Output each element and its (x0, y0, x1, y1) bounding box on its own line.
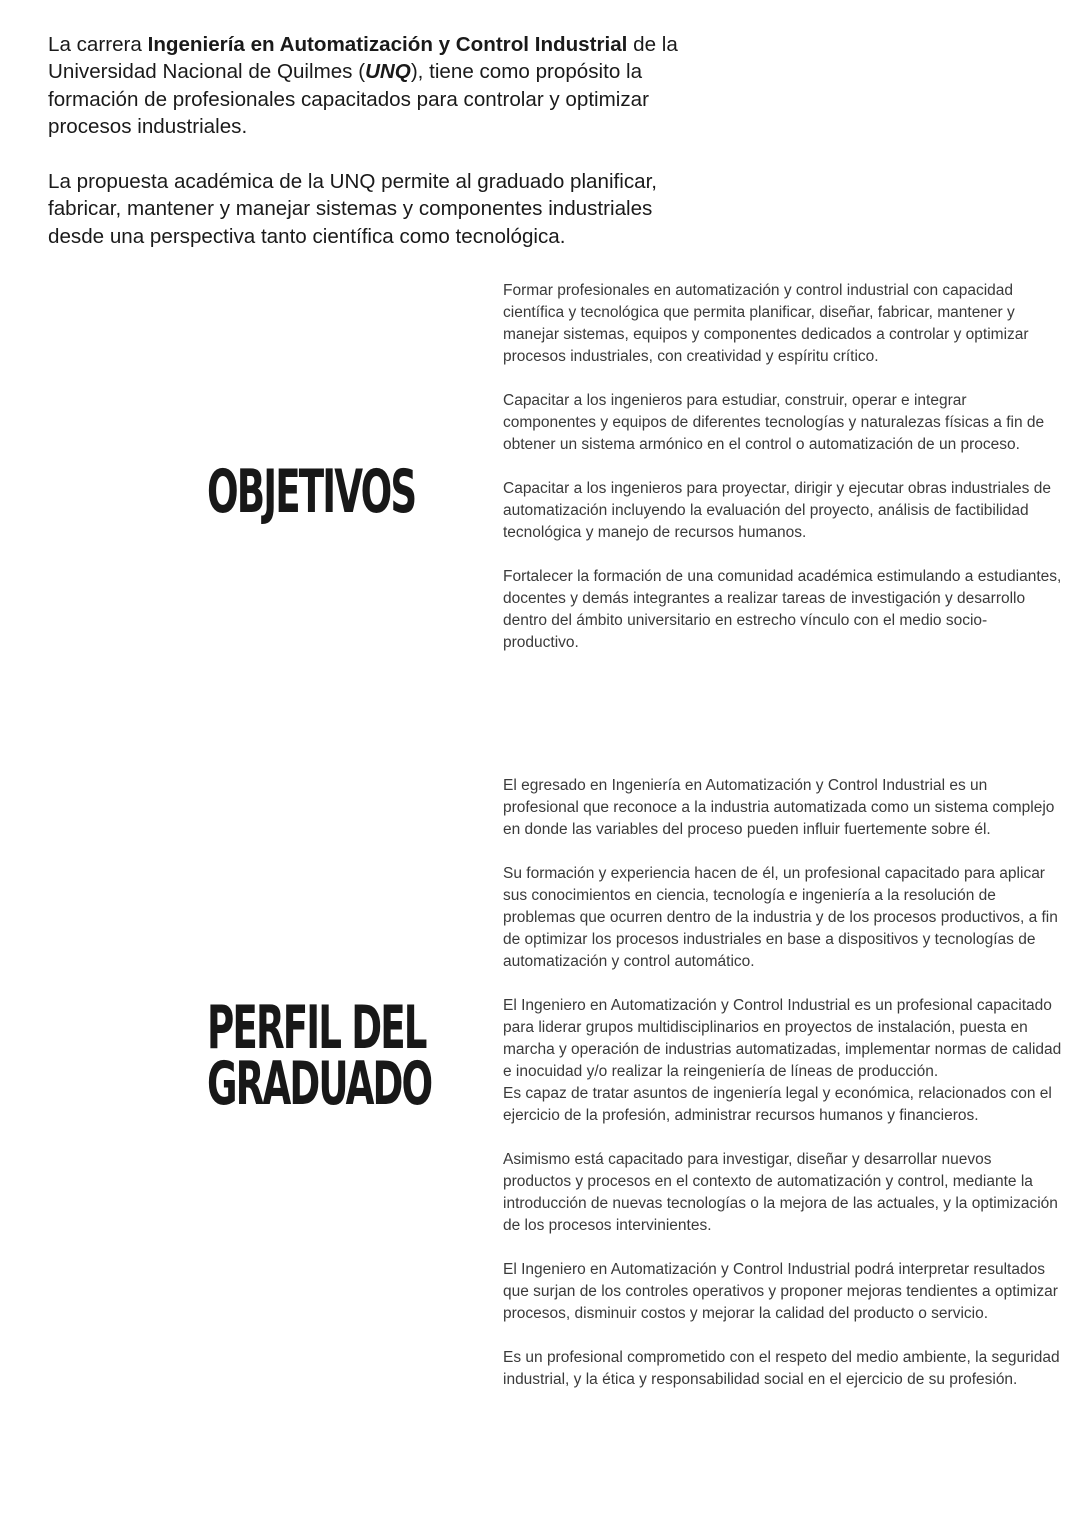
intro-text: ), tiene como propósito la formación de profesionales capacitados para controlar y optimizar procesos industriales. (48, 60, 649, 139)
perfil-paragraph: El Ingeniero en Automatización y Control Industrial podrá interpretar resultados que surjan de los controles operativos y proponer mejoras tendientes a optimizar procesos, disminuir costos y mejorar la calidad del producto o servicio. (503, 1261, 1058, 1322)
objetivos-heading-text: OBJETIVOS (207, 457, 416, 527)
intro-paragraph-1 (48, 31, 708, 141)
perfil-paragraph: El egresado en Ingeniería en Automatización y Control Industrial es un profesional que reconoce a la industria automatizada como un sistema complejo en donde las variables del proceso pueden influir fuertemente sobre él. (503, 777, 1055, 838)
intro-text: de la Universidad Nacional de Quilmes ( (48, 33, 678, 84)
objetivo-paragraph: Capacitar a los ingenieros para estudiar, construir, operar e integrar componentes y equipos de diferentes tecnologías y naturalezas físicas a fin de obtener un sistema armónico en el control o automatización de un proceso. (503, 392, 1045, 453)
perfil-paragraph: Es capaz de tratar asuntos de ingeniería legal y económica, relacionados con el ejercicio de la profesión, administrar recursos humanos y financieros. (503, 1085, 1052, 1124)
objetivo-paragraph: Formar profesionales en automatización y control industrial con capacidad científica y tecnológica que permita planificar, diseñar, fabricar, mantener y manejar sistemas, equipos y componentes dedicados a controlar y optimizar procesos industriales, con creatividad y espíritu crítico. (503, 282, 1029, 365)
perfil-list (503, 775, 1063, 1391)
university-acronym: UNQ (365, 60, 411, 84)
objetivo-paragraph: Fortalecer la formación de una comunidad académica estimulando a estudiantes, docentes y demás integrantes a realizar tareas de investigación y desarrollo dentro del ámbito universitario en estrecho vínculo con el medio socio-productivo. (503, 568, 1062, 651)
perfil-paragraph: Es un profesional comprometido con el respeto del medio ambiente, la seguridad industrial, y la ética y responsabilidad social en el ejercicio de su profesión. (503, 1349, 1060, 1388)
perfil-heading (207, 993, 432, 1119)
perfil-paragraph: El Ingeniero en Automatización y Control Industrial es un profesional capacitado para liderar grupos multidisciplinarios en proyectos de instalación, puesta en marcha y operación de industrias automatizadas, implementar normas de calidad e inocuidad y/o realizar la reingeniería de líneas de producción. (503, 997, 1062, 1080)
intro-text: La carrera (48, 33, 148, 56)
perfil-paragraph: Su formación y experiencia hacen de él, un profesional capacitado para aplicar sus conocimientos en ciencia, tecnología e ingeniería a la resolución de problemas que ocurren dentro de la industria y de los procesos productivos, a fin de optimizar los procesos industriales en base a dispositivos y tecnologías de automatización y control automático. (503, 865, 1058, 970)
objetivo-paragraph: Capacitar a los ingenieros para proyectar, dirigir y ejecutar obras industriales de automatización incluyendo la evaluación del proyecto, análisis de factibilidad tecnológica y manejo de recursos humanos. (503, 480, 1051, 541)
intro-section (48, 31, 708, 250)
perfil-heading-line-2: GRADUADO (207, 1049, 432, 1119)
objetivos-heading (207, 457, 416, 527)
perfil-paragraph: Asimismo está capacitado para investigar, diseñar y desarrollar nuevos productos y procesos en el contexto de automatización y control, mediante la introducción de nuevas tecnologías o la mejora de las actuales, y la optimización de los procesos intervinientes. (503, 1151, 1058, 1234)
perfil-heading-line-1: PERFIL DEL (207, 993, 426, 1063)
career-name: Ingeniería en Automatización y Control Industrial (147, 33, 628, 56)
objetivos-list (503, 280, 1063, 654)
intro-paragraph-2: La propuesta académica de la UNQ permite al graduado planificar, fabricar, mantener y manejar sistemas y componentes industriales desde una perspectiva tanto científica como tecnológica. (48, 170, 658, 248)
